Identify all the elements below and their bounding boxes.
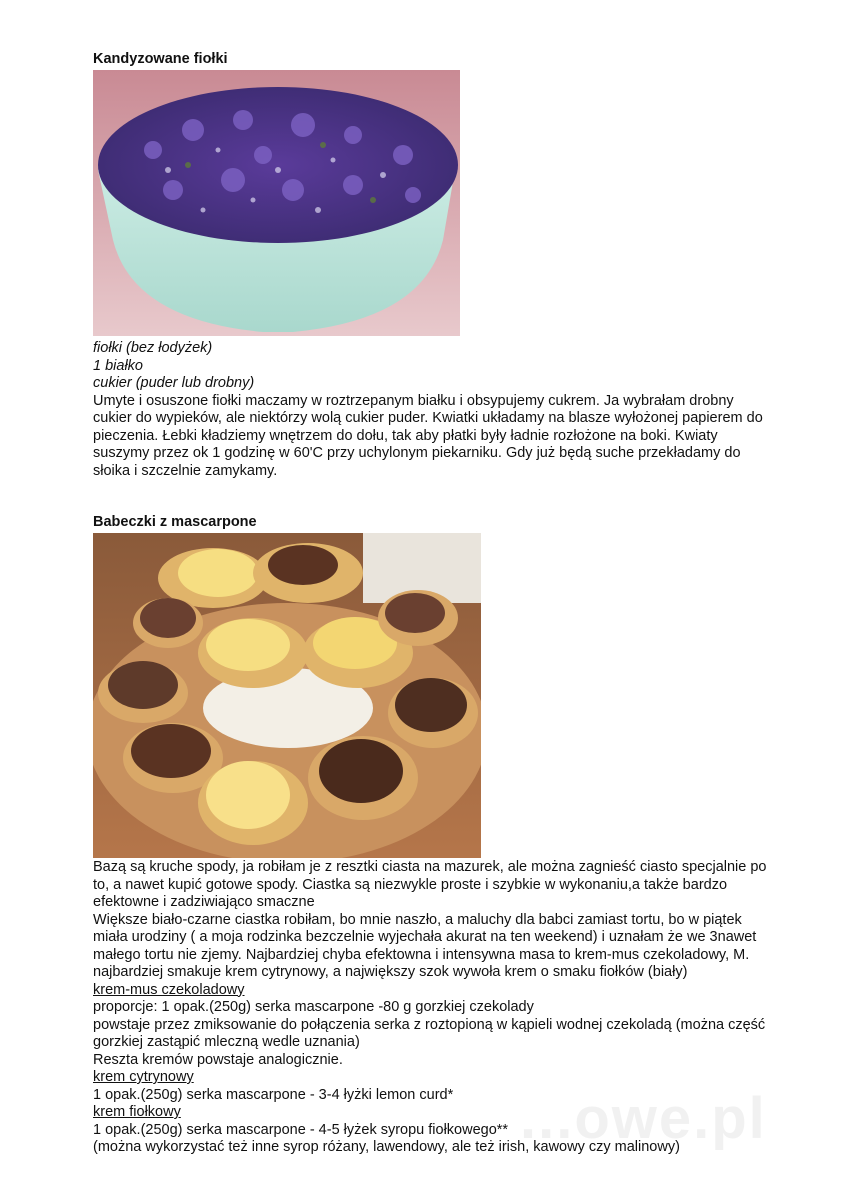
instruction-line: suszymy przez ok 1 godzinę w 60'C przy uchylonym piekarniku. Gdy już będą suche przekładamy do xyxy=(93,445,741,461)
violet-line: 1 opak.(250g) serka mascarpone - 4-5 łyżek syropu fiołkowego** xyxy=(93,1121,509,1138)
intro-line: najbardziej smakuje krem cytrynowy, a największy szok wywoła krem o smaku fiołków (biały) xyxy=(93,964,688,980)
instruction-line: słoika i szczelnie zamykamy. xyxy=(93,462,278,479)
intro-line: Bazą są kruche spody, ja robiłam je z resztki ciasta na mazurek, ale można zagnieść ciasto specjalnie po xyxy=(93,859,767,875)
instruction-line: cukier do wypieków, ale niektórzy wolą cukier puder. Kwiatki układamy na blasze wyłożonej papierem do xyxy=(93,410,763,426)
chocolate-line: powstaje przez zmiksowanie do połączenia serka z roztopioną w kąpieli wodnej czekoladą (można część xyxy=(93,1016,766,1033)
chocolate-line: gorzkiej zastąpić mleczną wedle uznania) xyxy=(93,1034,360,1050)
lemon-line: 1 opak.(250g) serka mascarpone - 3-4 łyżki lemon curd* xyxy=(93,1086,454,1103)
chocolate-line: proporcje: 1 opak.(250g) serka mascarpone -80 g gorzkiej czekolady xyxy=(93,999,534,1015)
mascarpone-cupcakes-photo xyxy=(93,533,481,858)
violet-cream-heading: krem fiołkowy xyxy=(93,1104,181,1120)
recipe-title-cupcakes: Babeczki z mascarpone xyxy=(93,514,257,530)
chocolate-cream-heading: krem-mus czekoladowy xyxy=(93,981,245,998)
candied-violets-photo xyxy=(93,70,460,336)
intro-line: efektowne i zadziwiająco smaczne xyxy=(93,894,315,910)
instructions xyxy=(93,393,793,481)
watermark: ...owe.pl xyxy=(520,1086,767,1151)
intro-line: małego tortu nie zjemy. Najbardziej chyba efektowna i intensywna masa to krem-mus czekoladowy, M. xyxy=(93,946,750,963)
recipe-title-violets: Kandyzowane fiołki xyxy=(93,51,228,67)
lemon-cream-heading: krem cytrynowy xyxy=(93,1069,194,1085)
instruction-line: pieczenia. Łebki kładziemy wnętrzem do dołu, tak aby płatki były ładnie rozłożone na boki. Kwiaty xyxy=(93,427,718,444)
cupcakes-intro xyxy=(93,859,793,982)
recipe-page xyxy=(93,50,793,1157)
violet-line: (można wykorzystać też inne syrop różany, lawendowy, ale też irish, kawowy czy malinowy) xyxy=(93,1139,680,1155)
ingredient-item: 1 białko xyxy=(93,357,143,374)
ingredient-item: fiołki (bez łodyżek) xyxy=(93,340,213,356)
instruction-line: Umyte i osuszone fiołki maczamy w roztrzepanym białku i obsypujemy cukrem. Ja wybrałam drobny xyxy=(93,392,734,409)
intro-line: Większe biało-czarne ciastka robiłam, bo mnie naszło, a maluchy dla babci zamiast tortu, bo w piątek xyxy=(93,911,742,928)
ingredient-item: cukier (puder lub drobny) xyxy=(93,375,255,391)
ingredients-list xyxy=(93,340,793,393)
intro-line: miała urodziny ( a moja rodzinka bezczelnie wyjechała akurat na ten weekend) i uznałam że we 3nawet xyxy=(93,929,757,945)
intro-line: to, a nawet kupić gotowe spody. Ciastka są niezwykle proste i szybkie w wykonaniu,a także bardzo xyxy=(93,876,728,893)
chocolate-line: Reszta kremów powstaje analogicznie. xyxy=(93,1051,343,1068)
